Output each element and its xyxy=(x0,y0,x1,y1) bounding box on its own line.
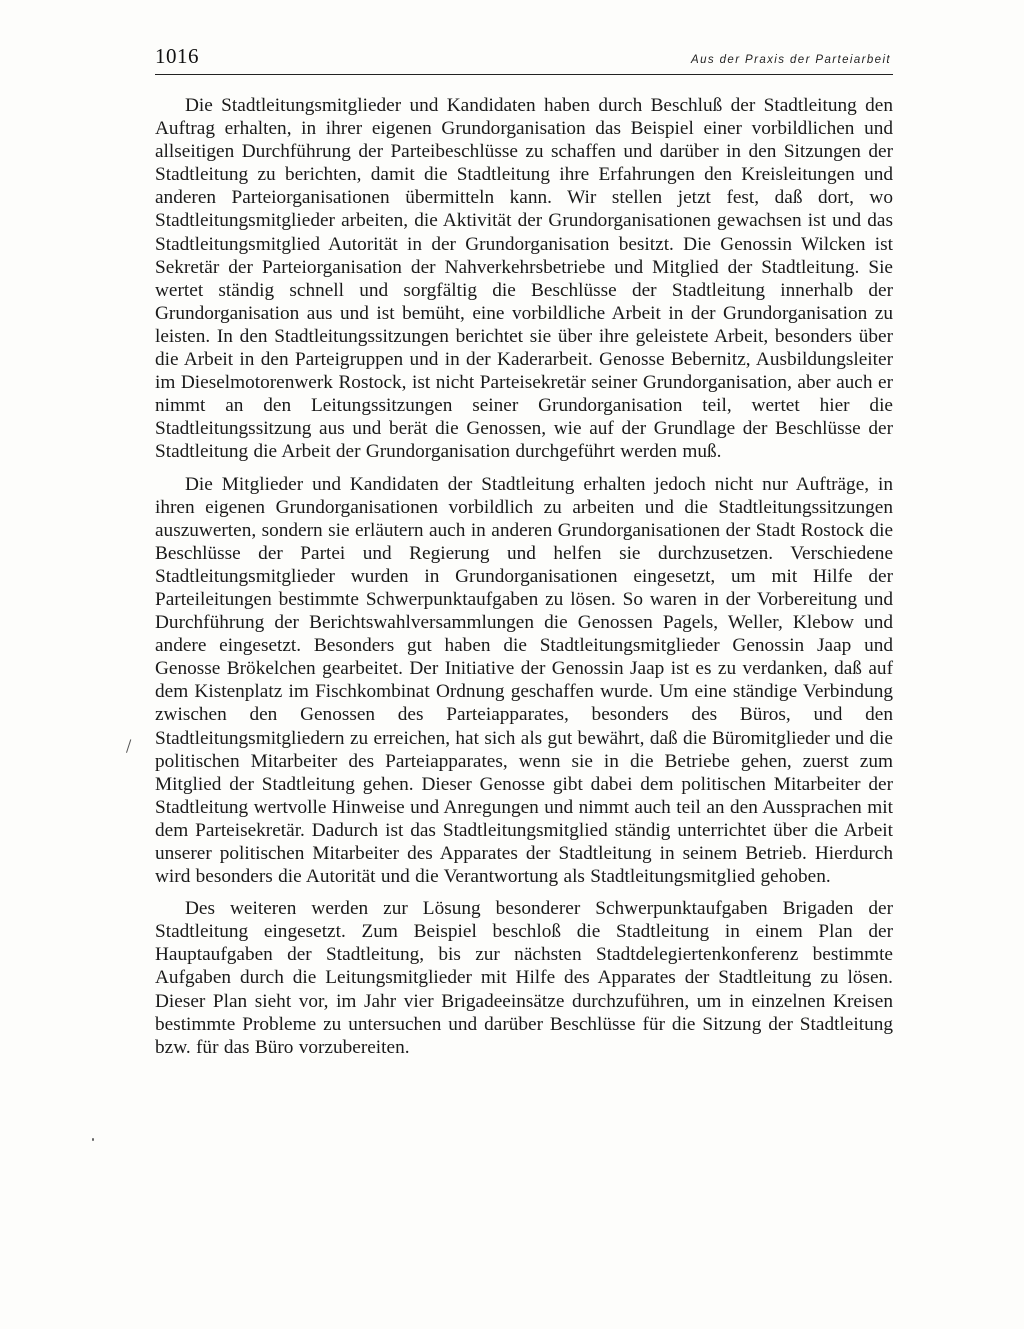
running-title: Aus der Praxis der Parteiarbeit xyxy=(691,54,891,66)
body-text xyxy=(155,94,893,1059)
paragraph-3: Des weiteren werden zur Lösung besonderer Schwerpunktaufgaben Brigaden der Stadtleitung eingesetzt. Zum Beispiel beschloß die Stadtleitung in einem Plan der Hauptaufgaben der Stadtleitung, bis zur nächsten Stadtdelegiertenkonferenz bestimmte Aufgaben durch die Leitungsmitglieder mit Hilfe des Apparates der Stadtleitung zu lösen. Dieser Plan sieht vor, im Jahr vier Brigadeeinsätze durchzuführen, um in einzelnen Kreisen bestimmte Probleme zu untersuchen und darüber Beschlüsse für die Sitzung der Stadtleitung bzw. für das Büro vorzubereiten. xyxy=(155,898,893,1058)
running-head xyxy=(155,44,893,75)
page-number: 1016 xyxy=(155,44,199,68)
margin-speck xyxy=(92,1138,94,1141)
paragraph-2: Die Mitglieder und Kandidaten der Stadtleitung erhalten jedoch nicht nur Aufträge, in ihren eigenen Grundorganisationen vorbildlich zu arbeiten und die Stadtleitungssitzungen auszuwerten, sondern sie erläutern auch in anderen Grundorganisationen der Stadt Rostock die Beschlüsse der Partei und Regierung und helfen sie durchzusetzen. Verschiedene Stadtleitungsmitglieder wurden in Grundorganisationen eingesetzt, um mit Hilfe der Parteileitungen bestimmte Schwerpunktaufgaben zu lösen. So waren in der Vorbereitung und Durchführung der Berichtswahlversammlungen die Genossen Pagels, Weller, Klebow und andere eingesetzt. Besonders gut haben die Stadtleitungsmitglieder Genossin Jaap und Genosse Brökelchen gearbeitet. Der Initiative der Genossin Jaap ist es zu verdanken, daß auf dem Kistenplatz im Fischkombinat Ordnung geschaffen wurde. Um eine ständige Verbindung zwischen den Genossen des Parteiapparates, besonders des Büros, und den Stadtleitungsmitgliedern zu erreichen, hat sich als gut bewährt, daß die Büromitglieder und die politischen Mitarbeiter des Parteiapparates, wenn sie in die Betriebe gehen, zuerst zum Mitglied der Stadtleitung gehen. Dieser Genosse gibt dabei dem politischen Mitarbeiter der Stadtleitung wertvolle Hinweise und Anregungen und nimmt auch teil an den Aussprachen mit dem Parteisekretär. Dadurch ist das Stadtleitungsmitglied ständig unterrichtet über die Arbeit unserer politischen Mitarbeiter des Apparates der Stadtleitung in seinem Betrieb. Hierdurch wird besonders die Autorität und die Verantwortung als Stadtleitungsmitglied gehoben. xyxy=(155,473,893,888)
margin-pencil-mark xyxy=(126,739,137,754)
paragraph-1: Die Stadtleitungsmitglieder und Kandidaten haben durch Beschluß der Stadtleitung den Auftrag erhalten, in ihrer eigenen Grundorganisation das Beispiel einer vorbildlichen und allseitigen Durchführung der Parteibeschlüsse zu schaffen und darüber in den Sitzungen der Stadtleitung zu berichten, damit die Stadtleitung ihre Erfahrungen den Kreisleitungen und anderen Parteiorganisationen übermitteln kann. Wir stellen jetzt fest, daß dort, wo Stadtleitungsmitglieder arbeiten, die Aktivität der Grundorganisationen gewachsen ist und das Stadtleitungsmitglied Autorität in der Grundorganisation besitzt. Die Genossin Wilcken ist Sekretär der Parteiorganisation der Nahverkehrsbetriebe und Mitglied der Stadtleitung. Sie wertet ständig schnell und sorgfältig die Beschlüsse der Stadtleitung innerhalb der Grundorganisation aus und ist bemüht, eine vorbildliche Arbeit in der Grundorganisation zu leisten. In den Stadtleitungssitzungen berichtet sie über ihre geleistete Arbeit, besonders über die Arbeit in den Parteigruppen und in der Kaderarbeit. Genosse Bebernitz, Ausbildungsleiter im Dieselmotorenwerk Rostock, ist nicht Parteisekretär seiner Grundorganisation, aber auch er nimmt an den Leitungssitzungen seiner Grundorganisation teil, wertet hier die Stadtleitungssitzung aus und berät die Genossen, wie auf der Grundlage der Beschlüsse der Stadtleitung die Arbeit der Grundorganisation durchgeführt werden muß. xyxy=(155,95,893,463)
